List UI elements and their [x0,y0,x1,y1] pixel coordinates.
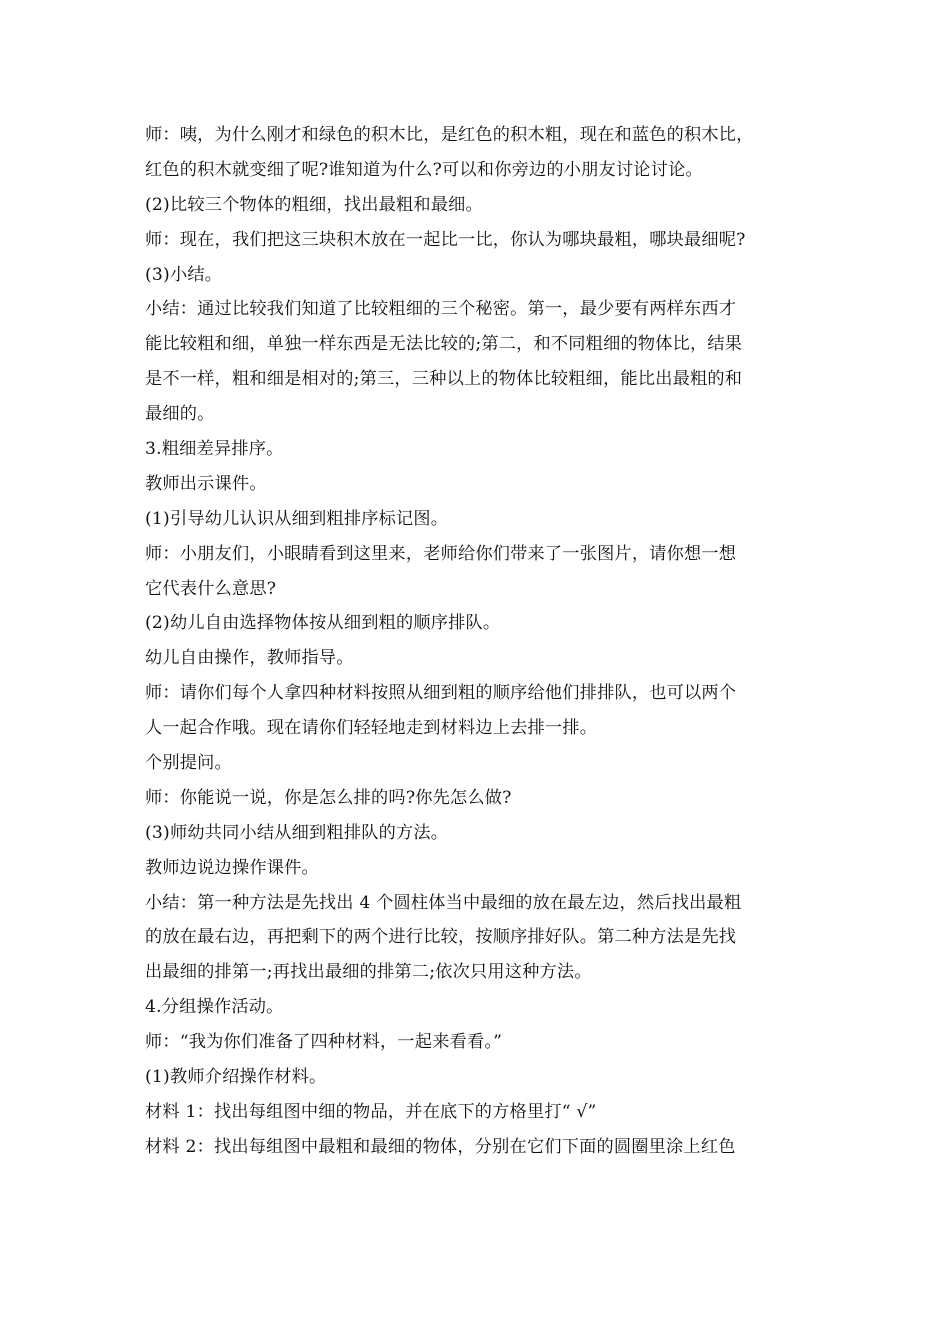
text-line: 小结：第一种方法是先找出 4 个圆柱体当中最细的放在最左边，然后找出最粗 [145,892,742,913]
text-line: 师：咦，为什么刚才和绿色的积木比，是红色的积木粗，现在和蓝色的积木比， [145,125,754,145]
paragraph [145,432,815,467]
text-line: 教师出示课件。 [145,473,267,494]
text-line: 最细的。 [145,404,215,425]
text-line: 它代表什么意思? [145,578,277,599]
text-line: (1)教师介绍操作材料。 [145,1067,327,1088]
text-line: 个别提问。 [145,753,232,774]
text-line: 是不一样，粗和细是相对的;第三，三种以上的物体比较粗细，能比出最粗的和 [145,369,743,390]
paragraph [145,746,815,781]
paragraph [145,188,815,223]
text-line: (3)小结。 [145,264,223,285]
document-page [145,118,815,1165]
paragraph [145,1025,815,1060]
paragraph [145,118,815,188]
paragraph [145,1095,815,1130]
text-line: 红色的积木就变细了呢?谁知道为什么?可以和你旁边的小朋友讨论讨论。 [145,159,703,180]
paragraph [145,886,815,991]
text-line: 教师边说边操作课件。 [145,857,319,878]
paragraph [145,223,815,258]
paragraph [145,1130,815,1165]
paragraph [145,1060,815,1095]
paragraph [145,781,815,816]
text-line: 3.粗细差异排序。 [145,439,284,460]
text-line: 材料 1：找出每组图中细的物品，并在底下的方格里打“ √” [145,1101,597,1122]
text-line: (3)师幼共同小结从细到粗排队的方法。 [145,822,449,843]
text-line: 4.分组操作活动。 [145,997,284,1018]
text-line: 人一起合作哦。现在请你们轻轻地走到材料边上去排一排。 [145,718,598,739]
paragraph [145,816,815,851]
text-line: 能比较粗和细，单独一样东西是无法比较的;第二，和不同粗细的物体比，结果 [145,334,743,355]
text-line: 幼儿自由操作，教师指导。 [145,648,354,669]
text-line: 师：你能说一说，你是怎么排的吗?你先怎么做? [145,787,512,808]
text-line: 材料 2：找出每组图中最粗和最细的物体，分别在它们下面的圆圈里涂上红色 [145,1136,736,1157]
paragraph [145,467,815,502]
text-line: (1)引导幼儿认识从细到粗排序标记图。 [145,508,449,529]
text-line: 师：“我为你们准备了四种材料，一起来看看。” [145,1032,503,1053]
paragraph [145,641,815,676]
text-line: 师：请你们每个人拿四种材料按照从细到粗的顺序给他们排排队，也可以两个 [145,683,737,704]
paragraph [145,606,815,641]
text-line: 师：小朋友们，小眼睛看到这里来，老师给你们带来了一张图片，请你想一想 [145,543,737,564]
text-line: (2)比较三个物体的粗细，找出最粗和最细。 [145,194,483,215]
paragraph [145,292,815,432]
text-line: 师：现在，我们把这三块积木放在一起比一比，你认为哪块最粗，哪块最细呢? [145,229,746,250]
text-line: 出最细的排第一;再找出最细的排第二;依次只用这种方法。 [145,962,592,983]
paragraph [145,537,815,607]
text-line: 小结：通过比较我们知道了比较粗细的三个秘密。第一，最少要有两样东西才 [145,299,737,320]
paragraph [145,851,815,886]
paragraph [145,502,815,537]
paragraph [145,676,815,746]
text-line: 的放在最右边，再把剩下的两个进行比较，按顺序排好队。第二种方法是先找 [145,927,737,948]
paragraph [145,990,815,1025]
text-line: (2)幼儿自由选择物体按从细到粗的顺序排队。 [145,613,501,634]
paragraph [145,258,815,293]
